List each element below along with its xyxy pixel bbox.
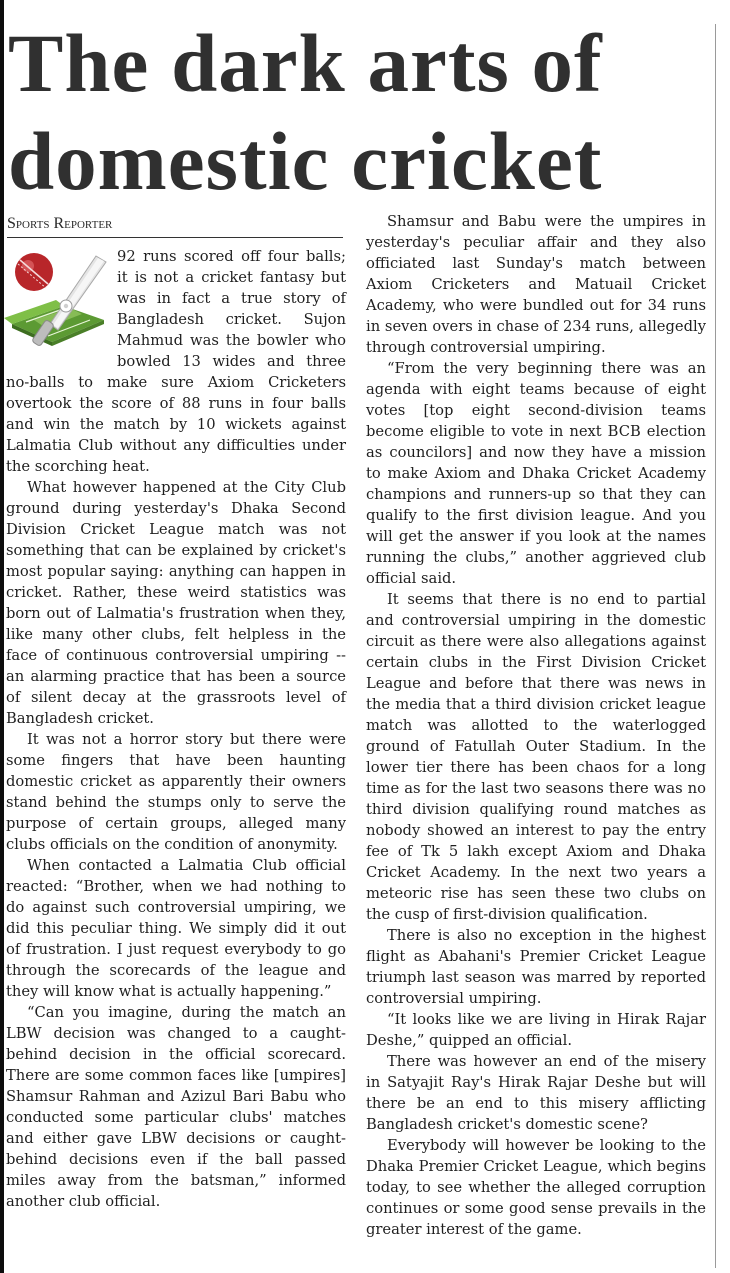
- article-paragraph: There is also no exception in the highest flight as Abahani's Premier Cricket League triumph last season was marred by reported controversial umpiring.: [366, 927, 706, 1007]
- article-paragraph: 92 runs scored off four balls; it is not a cricket fantasy but was in fact a true story of Bangladesh cricket. Sujon Mahmud was the bowler who bowled 13 wides and three no-balls to make sure Axiom Cricketers overtook the score of 88 runs in four balls and win the match by 10 wickets against Lalmatia Club without any difficulties under the scorching heat.: [6, 248, 346, 475]
- article-paragraph: “Can you imagine, during the match an LBW decision was changed to a caught-behind decision in the official scorecard. There are some common faces like [umpires] Shamsur Rahman and Azizul Bari Babu who conducted some particular clubs' matches and either gave LBW decisions or caught-behind decisions even if the ball passed miles away from the batsman,” informed another club official.: [6, 1004, 346, 1210]
- article-paragraph: It was not a horror story but there were some fingers that have been haunting domestic cricket as apparently their owners stand behind the stumps only to serve the purpose of certain groups, alleged many clubs officials on the condition of anonymity.: [6, 731, 346, 853]
- article-paragraph: It seems that there is no end to partial and controversial umpiring in the domestic circuit as there were also allegations against certain clubs in the First Division Cricket League and before that there was news in the media that a third division cricket league match was allotted to the waterlogged ground of Fatullah Outer Stadium. In the lower tier there has been chaos for a long time as for the last two seasons there was no third division qualifying round matches as nobody showed an interest to pay the entry fee of Tk 5 lakh except Axiom and Dhaka Cricket Academy. In the next two years a meteoric rise has seen these two clubs on the cusp of first-division qualification.: [366, 591, 706, 923]
- article-paragraph: What however happened at the City Club ground during yesterday's Dhaka Second Division Cricket League match was not something that can be explained by cricket's most popular saying: anything can happen in cricket. Rather, these weird statistics was born out of Lalmatia's frustration when they, like many other clubs, felt helpless in the face of continuous controversial umpiring -- an alarming practice that has been a source of silent decay at the grassroots level of Bangladesh cricket.: [6, 479, 346, 727]
- article-paragraph: “It looks like we are living in Hirak Rajar Deshe,” quipped an official.: [366, 1011, 706, 1049]
- headline-line-1: The dark arts of: [8, 17, 603, 109]
- column-divider-rule: [715, 24, 716, 1268]
- article-column-left: [6, 246, 346, 1212]
- article-paragraph: There was however an end of the misery in Satyajit Ray's Hirak Rajar Deshe but will there be an end to this misery afflicting Bangladesh cricket's domestic scene?: [366, 1053, 706, 1133]
- article-paragraph: When contacted a Lalmatia Club official reacted: “Brother, when we had nothing to do against such controversial umpiring, we did this peculiar thing. We simply did it out of frustration. I just request everybody to go through the scorecards of the league and they will know what is actually happening.”: [6, 857, 346, 1000]
- article-paragraph: Everybody will however be looking to the Dhaka Premier Cricket League, which begins today, to see whether the alleged corruption continues or some good sense prevails in the greater interest of the game.: [366, 1137, 706, 1238]
- cricket-ball-bat-pitch-icon: [4, 248, 109, 352]
- article-column-right: [366, 211, 706, 1240]
- article-paragraph: “From the very beginning there was an agenda with eight teams because of eight votes [top eight second-division teams become eligible to vote in next BCB election as councilors] and now they have a mission to make Axiom and Dhaka Cricket Academy champions and runners-up so that they can qualify to the first division league. And you will get the answer if you look at the names running the clubs,” another aggrieved club official said.: [366, 360, 706, 587]
- byline: Sports Reporter: [7, 215, 343, 238]
- headline: [8, 14, 708, 210]
- article-paragraph: Shamsur and Babu were the umpires in yesterday's peculiar affair and they also officiated last Sunday's match between Axiom Cricketers and Matuail Cricket Academy, who were bundled out for 34 runs in seven overs in chase of 234 runs, allegedly through controversial umpiring.: [366, 213, 706, 356]
- headline-line-2: domestic cricket: [8, 115, 603, 207]
- left-border-rule: [0, 0, 4, 1273]
